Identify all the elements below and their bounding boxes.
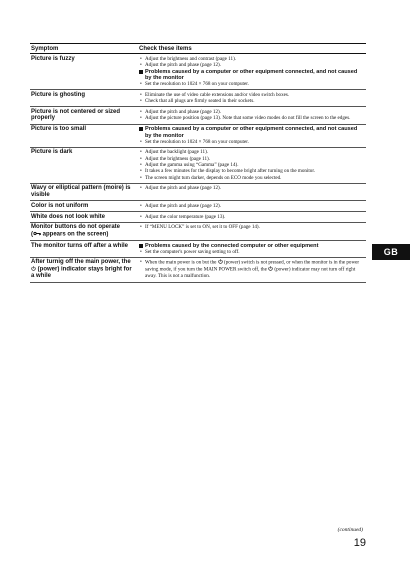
cause-heading: Problems caused by a computer or other equipment connected, and not caused by the monitor [145,126,358,139]
symptom-cell: Wavy or elliptical pattern (moire) is visible [30,183,138,201]
square-bullet-icon [139,127,143,131]
symptom-cell: Picture is dark [30,147,138,183]
check-text: (power) indicator may not turn off right away. This is not a malfunction. [145,266,356,280]
symptom-cell: White does not look white [30,212,138,223]
table-row [30,54,366,90]
table-row-menu-lock [30,222,366,240]
symptom-cell: Picture is ghosting [30,90,138,107]
check-cell [138,90,366,107]
check-item: • Eliminate the use of video cable extensions and/or video switch boxes. [139,92,364,98]
check-item: • It takes a few minutes for the display to become bright after turning on the monitor. [139,168,364,174]
check-text: When the main power is on but the [145,259,218,266]
check-item: • Check that all plugs are firmly seated in their sockets. [139,98,364,104]
language-tab: GB [372,244,410,260]
table-row-power-indicator [30,257,366,282]
table-row [30,124,366,147]
cause-heading: Problems caused by the connected computer or other equipment [145,242,319,249]
symptom-cell: The monitor turns off after a while [30,241,138,258]
header-symptom: Symptom [30,44,138,54]
check-item: • Adjust the pitch and phase (page 12). [139,62,364,68]
symptom-text: (power) indicator stays bright for a while [31,266,132,280]
table-row [30,183,366,201]
square-bullet-icon [139,70,143,74]
table-row [30,107,366,125]
check-item: • Set the resolution to 1024 × 768 on your computer. [139,139,364,145]
check-item: • Adjust the pitch and phase (page 12). [139,109,364,115]
header-check: Check these items [138,44,366,54]
table-row-turns-off [30,241,366,258]
check-cell [138,212,366,223]
symptom-cell: Picture is too small [30,124,138,147]
check-item: • Adjust the pitch and phase (page 12). [139,203,364,209]
check-cell [138,124,366,147]
check-cell [138,257,366,282]
check-cell [138,107,366,125]
check-item: • Adjust the picture position (page 13). Note that some video modes do not fill the screen to the edges. [139,115,364,121]
check-item: • The screen might turn darker, depends on ECO mode you selected. [139,175,364,181]
check-item: • Adjust the brightness and contrast (page 11). [139,56,364,62]
check-cell [138,147,366,183]
symptom-text: ( [31,231,33,238]
symptom-text: Monitor buttons do not operate [31,224,120,231]
check-item: • Set the computer's power saving setting to off. [139,249,364,255]
check-cell [138,222,366,240]
check-cell [138,54,366,90]
cause-heading: Problems caused by a computer or other equipment connected, and not caused by the monitor [145,68,358,82]
symptom-text: appears on the screen) [41,231,109,238]
page-number: 19 [353,537,366,549]
symptom-cell: Picture is not centered or sized properly [30,107,138,125]
troubleshooting-table [30,43,366,283]
table-row [30,90,366,107]
check-item: • If “MENU LOCK” is set to ON, set it to OFF (page 14). [139,224,364,230]
symptom-cell [30,257,138,282]
check-item [139,259,364,279]
table-header [30,44,366,54]
table-row [30,212,366,223]
square-bullet-icon [139,244,143,248]
symptom-cell: Color is not uniform [30,201,138,212]
check-item: • Adjust the backlight (page 11). [139,149,364,155]
check-item: • Adjust the pitch and phase (page 12). [139,185,364,191]
check-text: (power) switch is not pressed, or when the monitor is in the power saving mode, if you turn the MAIN POWER switch off, the [145,259,360,273]
symptom-cell [30,222,138,240]
check-cell [138,241,366,258]
check-item: • Set the resolution to 1024 × 768 on your computer. [139,81,364,87]
table-row [30,147,366,183]
check-item: • Adjust the color temperature (page 13). [139,214,364,220]
check-item: • Adjust the brightness (page 11). [139,156,364,162]
symptom-text: After turnig off the main power, the [31,259,131,266]
check-item: • Adjust the gamma using “Gamma” (page 14). [139,162,364,168]
check-cell [138,183,366,201]
continued-note: (continued) [337,527,363,533]
symptom-cell: Picture is fuzzy [30,54,138,90]
table-row [30,201,366,212]
key-icon [33,231,41,236]
check-cell [138,201,366,212]
